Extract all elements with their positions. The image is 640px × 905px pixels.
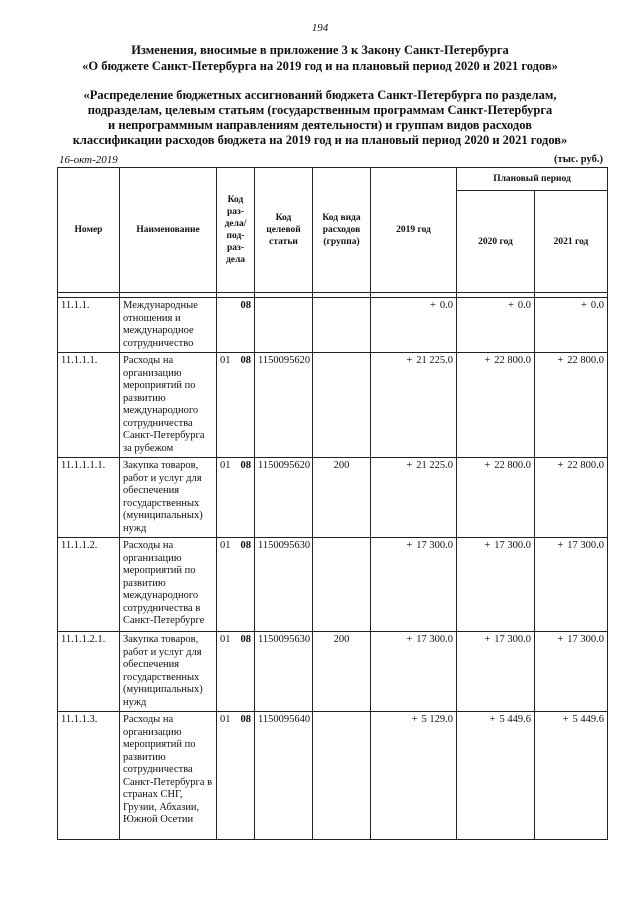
- cell-2021: [535, 538, 608, 632]
- cell-2021: [535, 712, 608, 840]
- cell-statya: 1150095630: [255, 538, 313, 632]
- cell-number: 11.1.1.2.1.: [58, 632, 120, 712]
- header-razdel: Код раз-дела/ под-раз-дела: [217, 168, 255, 293]
- podrazdel-code: 08: [240, 460, 251, 471]
- header-number: Номер: [58, 168, 120, 293]
- cell-statya: [255, 298, 313, 353]
- cell-2021: [535, 632, 608, 712]
- subtitle-line: подразделам, целевым статьям (государственным программам Санкт-Петербурга: [87, 103, 553, 117]
- header-vid: Код вида расходов (группа): [313, 168, 371, 293]
- amount-value: 22 800.0: [567, 460, 604, 471]
- cell-vid: [313, 538, 371, 632]
- table-row: [58, 632, 608, 712]
- header-2021: 2021 год: [535, 191, 608, 293]
- amount-value: 17 300.0: [567, 634, 604, 645]
- amount-sign: +: [406, 460, 413, 471]
- amount-value: 17 300.0: [494, 634, 531, 645]
- amount-value: 22 800.0: [494, 355, 531, 366]
- cell-razdel: [217, 298, 255, 353]
- table-body: [58, 293, 608, 840]
- amount-sign: +: [562, 714, 569, 725]
- amount-value: 5 449.6: [572, 714, 604, 725]
- amount-sign: +: [411, 714, 418, 725]
- units-label: (тыс. руб.): [554, 154, 603, 165]
- cell-vid: [313, 712, 371, 840]
- cell-razdel: [217, 538, 255, 632]
- amount-sign: +: [557, 540, 564, 551]
- amount-sign: +: [429, 300, 436, 311]
- table-row: [58, 538, 608, 632]
- cell-name: Закупка товаров, работ и услуг для обеспечения государственных (муниципальных) нужд: [120, 632, 217, 712]
- amount-sign: +: [557, 355, 564, 366]
- podrazdel-code: 08: [240, 714, 251, 725]
- cell-name: Расходы на организацию мероприятий по развитию международного сотрудничества в Санкт-Петербурге: [120, 538, 217, 632]
- amount-sign: +: [557, 634, 564, 645]
- cell-2019: [371, 538, 457, 632]
- amount-value: 0.0: [439, 300, 453, 311]
- amount-sign: +: [484, 634, 491, 645]
- cell-2019: [371, 353, 457, 458]
- cell-statya: 1150095640: [255, 712, 313, 840]
- cell-razdel: [217, 712, 255, 840]
- cell-name: Закупка товаров, работ и услуг для обеспечения государственных (муниципальных) нужд: [120, 458, 217, 538]
- amount-sign: +: [484, 460, 491, 471]
- table-row: [58, 353, 608, 458]
- amount-value: 21 225.0: [416, 460, 453, 471]
- cell-razdel: [217, 458, 255, 538]
- header-planned-period: Плановый период: [457, 168, 608, 191]
- header-2020: 2020 год: [457, 191, 535, 293]
- cell-name: Расходы на организацию мероприятий по развитию международного сотрудничества Санкт-Петербурга за рубежом: [120, 353, 217, 458]
- document-subtitle: [0, 88, 640, 148]
- cell-statya: 1150095620: [255, 458, 313, 538]
- podrazdel-code: 08: [240, 300, 251, 311]
- cell-number: 11.1.1.1.1.: [58, 458, 120, 538]
- document-date: 16-окт-2019: [59, 154, 118, 166]
- cell-2019: [371, 298, 457, 353]
- title-line: «О бюджете Санкт-Петербурга на 2019 год и на плановый период 2020 и 2021 годов»: [82, 59, 558, 73]
- cell-statya: 1150095620: [255, 353, 313, 458]
- razdel-code: 01: [220, 355, 231, 366]
- budget-table: [57, 167, 608, 840]
- razdel-code: 01: [220, 460, 231, 471]
- cell-2021: [535, 353, 608, 458]
- amount-value: 22 800.0: [567, 355, 604, 366]
- subtitle-line: «Распределение бюджетных ассигнований бюджета Санкт-Петербурга по разделам,: [83, 88, 557, 102]
- cell-vid: [313, 298, 371, 353]
- cell-2019: [371, 712, 457, 840]
- amount-value: 5 449.6: [499, 714, 531, 725]
- table-row: [58, 712, 608, 840]
- cell-2019: [371, 632, 457, 712]
- cell-number: 11.1.1.3.: [58, 712, 120, 840]
- cell-2020: [457, 538, 535, 632]
- title-line: Изменения, вносимые в приложение 3 к Закону Санкт-Петербурга: [131, 43, 509, 57]
- amount-sign: +: [406, 540, 413, 551]
- cell-number: 11.1.1.2.: [58, 538, 120, 632]
- amount-value: 17 300.0: [494, 540, 531, 551]
- amount-sign: +: [557, 460, 564, 471]
- cell-2020: [457, 632, 535, 712]
- amount-value: 17 300.0: [567, 540, 604, 551]
- cell-2020: [457, 712, 535, 840]
- amount-sign: +: [484, 540, 491, 551]
- razdel-code: 01: [220, 634, 231, 645]
- header-2019: 2019 год: [371, 168, 457, 293]
- cell-2020: [457, 458, 535, 538]
- amount-sign: +: [406, 355, 413, 366]
- header-statya: Код целевой статьи: [255, 168, 313, 293]
- razdel-code: 01: [220, 540, 231, 551]
- table-header-row: [58, 168, 608, 191]
- cell-razdel: [217, 632, 255, 712]
- amount-value: 22 800.0: [494, 460, 531, 471]
- page-number: 194: [311, 22, 329, 34]
- cell-2021: [535, 458, 608, 538]
- cell-name: Международные отношения и международное сотрудничество: [120, 298, 217, 353]
- cell-2021: [535, 298, 608, 353]
- amount-value: 17 300.0: [416, 634, 453, 645]
- cell-razdel: [217, 353, 255, 458]
- cell-2020: [457, 298, 535, 353]
- cell-number: 11.1.1.1.: [58, 353, 120, 458]
- cell-vid: 200: [313, 632, 371, 712]
- document-title: [0, 42, 640, 74]
- cell-2019: [371, 458, 457, 538]
- cell-2020: [457, 353, 535, 458]
- razdel-code: 01: [220, 714, 231, 725]
- amount-value: 0.0: [517, 300, 531, 311]
- table-row: [58, 298, 608, 353]
- amount-sign: +: [484, 355, 491, 366]
- amount-sign: +: [406, 634, 413, 645]
- podrazdel-code: 08: [240, 634, 251, 645]
- subtitle-line: и непрограммным направлениям деятельности) и группам видов расходов: [108, 118, 532, 132]
- cell-vid: 200: [313, 458, 371, 538]
- cell-number: 11.1.1.: [58, 298, 120, 353]
- amount-sign: +: [489, 714, 496, 725]
- cell-statya: 1150095630: [255, 632, 313, 712]
- podrazdel-code: 08: [240, 540, 251, 551]
- cell-vid: [313, 353, 371, 458]
- subtitle-line: классификации расходов бюджета на 2019 год и на плановый период 2020 и 2021 годов»: [72, 133, 568, 147]
- header-name: Наименование: [120, 168, 217, 293]
- amount-sign: +: [580, 300, 587, 311]
- amount-value: 0.0: [590, 300, 604, 311]
- amount-value: 17 300.0: [416, 540, 453, 551]
- amount-value: 5 129.0: [421, 714, 453, 725]
- amount-value: 21 225.0: [416, 355, 453, 366]
- podrazdel-code: 08: [240, 355, 251, 366]
- cell-name: Расходы на организацию мероприятий по развитию сотрудничества Санкт-Петербурга в странах СНГ, Грузии, Абхазии, Южной Осетии: [120, 712, 217, 840]
- table-row: [58, 458, 608, 538]
- amount-sign: +: [507, 300, 514, 311]
